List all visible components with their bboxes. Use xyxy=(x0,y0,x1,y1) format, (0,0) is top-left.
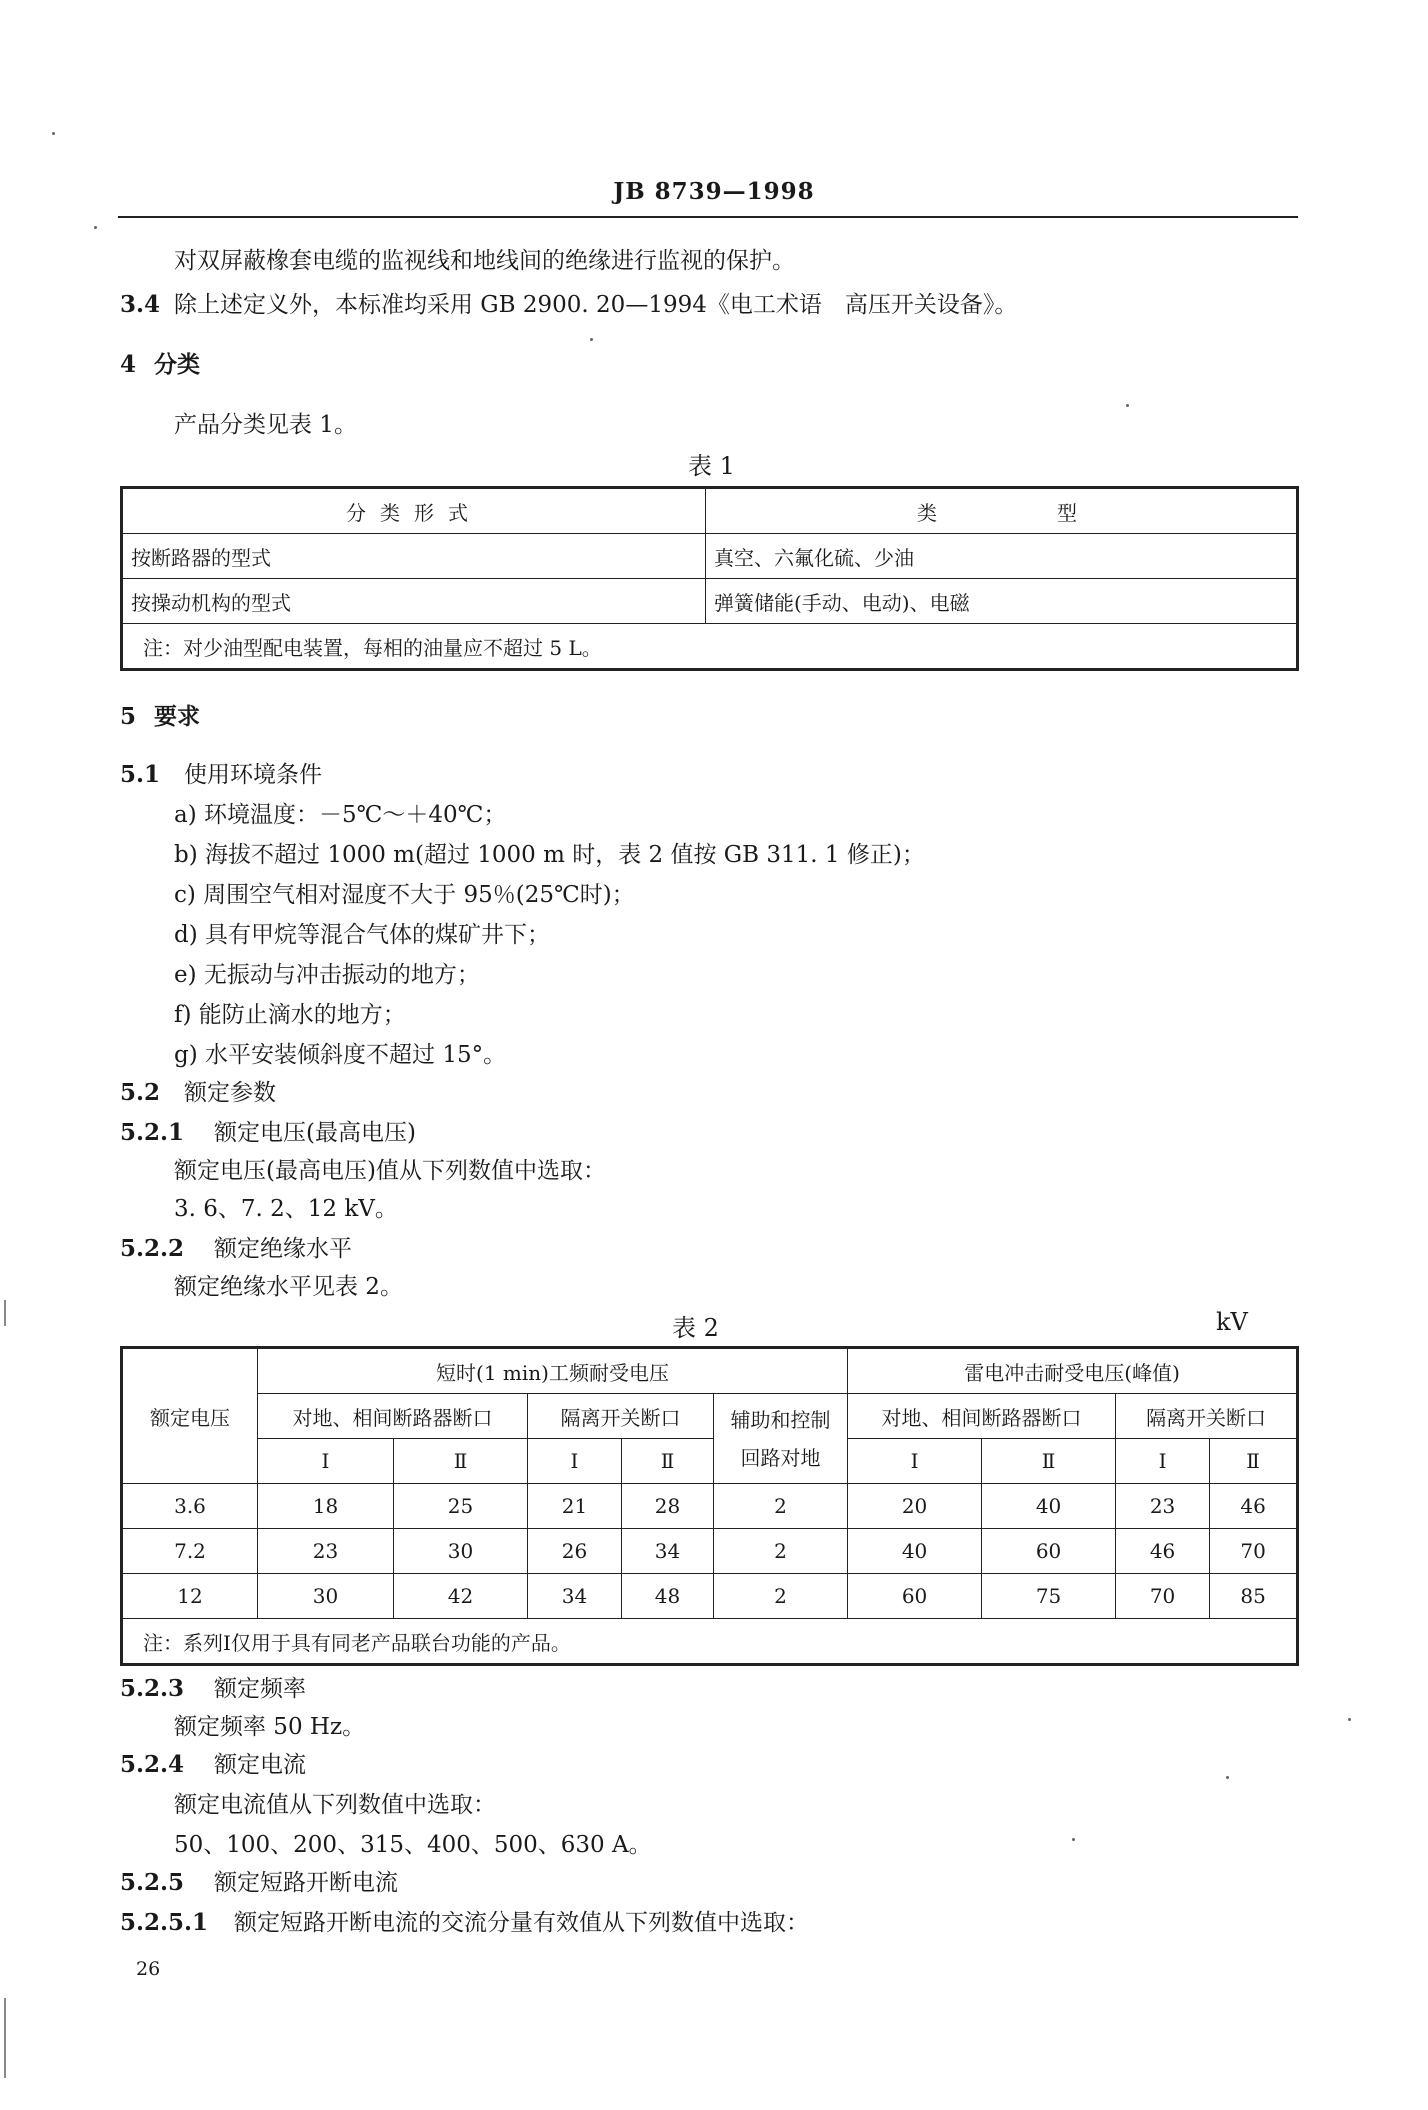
section-number: 5.1 xyxy=(120,761,161,788)
table-cell: 2 xyxy=(714,1574,848,1619)
table-cell: 21 xyxy=(528,1484,622,1529)
table-cell: 48 xyxy=(622,1574,714,1619)
table-header-cell: 短时(1 min)工频耐受电压 xyxy=(258,1348,848,1394)
section-number: 5 xyxy=(120,703,137,730)
section-5-2-3 xyxy=(120,1674,306,1704)
table-note-row xyxy=(122,624,1298,670)
section-title: 额定短路开断电流 xyxy=(214,1870,398,1896)
table-cell: 40 xyxy=(848,1529,982,1574)
scan-edge-mark xyxy=(4,1998,6,2078)
list-item: c) 周围空气相对湿度不大于 95％(25℃时)； xyxy=(174,882,635,908)
table-cell: 18 xyxy=(258,1484,394,1529)
section-number: 4 xyxy=(120,351,137,378)
table-row xyxy=(122,1484,1298,1529)
list-item: a) 环境温度：－5℃～＋40℃； xyxy=(174,802,507,828)
intro-line: 对双屏蔽橡套电缆的监视线和地线间的绝缘进行监视的保护。 xyxy=(174,248,795,274)
paragraph: 50、100、200、315、400、500、630 A。 xyxy=(174,1832,652,1858)
table-cell: 弹簧储能(手动、电动)、电磁 xyxy=(706,579,1298,624)
series-cell: Ⅱ xyxy=(394,1439,528,1484)
scan-speck xyxy=(1226,1776,1229,1779)
table-note-row xyxy=(122,1619,1298,1665)
table-header-row xyxy=(122,1394,1298,1439)
table-cell: 75 xyxy=(982,1574,1116,1619)
section-5-2-4 xyxy=(120,1750,306,1780)
list-item: f) 能防止滴水的地方； xyxy=(174,1002,406,1028)
table-header-cell: 对地、相间断路器断口 xyxy=(848,1394,1116,1439)
table-cell: 85 xyxy=(1210,1574,1298,1619)
list-item: e) 无振动与冲击振动的地方； xyxy=(174,962,480,988)
table-cell: 60 xyxy=(848,1574,982,1619)
page-number: 26 xyxy=(136,1958,161,1980)
table-1 xyxy=(120,486,1299,671)
table-cell: 23 xyxy=(1116,1484,1210,1529)
series-cell: Ⅰ xyxy=(848,1439,982,1484)
table-cell: 70 xyxy=(1116,1574,1210,1619)
section-5-2-2 xyxy=(120,1234,352,1264)
paragraph: 3. 6、7. 2、12 kV。 xyxy=(174,1196,398,1222)
section-text: 除上述定义外，本标准均采用 GB 2900. 20—1994《电工术语 高压开关设备》。 xyxy=(174,292,1018,318)
table-cell: 25 xyxy=(394,1484,528,1529)
section-5-2-5 xyxy=(120,1868,398,1898)
table-cell: 2 xyxy=(714,1484,848,1529)
scan-speck xyxy=(1348,1718,1351,1721)
series-cell: Ⅰ xyxy=(528,1439,622,1484)
table-cell: 46 xyxy=(1210,1484,1298,1529)
table-header-cell: 隔离开关断口 xyxy=(528,1394,714,1439)
scan-speck xyxy=(1126,404,1129,407)
section-title: 额定短路开断电流的交流分量有效值从下列数值中选取： xyxy=(234,1910,809,1936)
table-cell: 60 xyxy=(982,1529,1116,1574)
section-5-2 xyxy=(120,1078,276,1108)
section-number: 5.2.5.1 xyxy=(120,1909,209,1936)
table-header-cell: 类型 xyxy=(706,488,1298,534)
list-item: b) 海拔不超过 1000 m(超过 1000 m 时，表 2 值按 GB 311. 1 修正)； xyxy=(174,842,925,868)
section-number: 5.2 xyxy=(120,1079,161,1106)
scan-speck xyxy=(590,338,593,341)
table-cell: 30 xyxy=(394,1529,528,1574)
paragraph: 额定电流值从下列数值中选取： xyxy=(174,1792,496,1818)
series-cell: Ⅱ xyxy=(982,1439,1116,1484)
section-number: 5.2.5 xyxy=(120,1869,185,1896)
series-cell: Ⅰ xyxy=(258,1439,394,1484)
table-cell: 2 xyxy=(714,1529,848,1574)
table-cell: 70 xyxy=(1210,1529,1298,1574)
scan-speck xyxy=(94,226,97,229)
table-header-cell: 对地、相间断路器断口 xyxy=(258,1394,528,1439)
series-cell: Ⅱ xyxy=(1210,1439,1298,1484)
header-rule xyxy=(118,216,1298,218)
table-note: 注：对少油型配电装置，每相的油量应不超过 5 L。 xyxy=(122,624,1298,670)
table-cell: 7.2 xyxy=(122,1529,258,1574)
series-cell: Ⅰ xyxy=(1116,1439,1210,1484)
section-5-heading xyxy=(120,702,200,732)
table-cell: 按操动机构的型式 xyxy=(122,579,706,624)
section-3-4 xyxy=(120,290,1017,320)
table-header-cell: 分类形式 xyxy=(122,488,706,534)
table-cell: 按断路器的型式 xyxy=(122,534,706,579)
section-title: 额定电压(最高电压) xyxy=(214,1120,416,1146)
table-row xyxy=(122,534,1298,579)
table-cell: 46 xyxy=(1116,1529,1210,1574)
section-title: 要求 xyxy=(154,703,200,730)
table-cell: 28 xyxy=(622,1484,714,1529)
table-header-cell: 隔离开关断口 xyxy=(1116,1394,1298,1439)
table-cell: 42 xyxy=(394,1574,528,1619)
table-cell: 26 xyxy=(528,1529,622,1574)
paragraph: 额定电压(最高电压)值从下列数值中选取： xyxy=(174,1158,606,1184)
table-header-row xyxy=(122,1439,1298,1484)
standard-code: JB 8739—1998 xyxy=(613,178,815,205)
section-5-1 xyxy=(120,760,322,790)
scan-edge-mark xyxy=(4,1300,6,1326)
section-number: 3.4 xyxy=(120,291,161,318)
table-row xyxy=(122,579,1298,624)
section-title: 额定电流 xyxy=(214,1752,306,1778)
table-header-row xyxy=(122,488,1298,534)
list-item: g) 水平安装倾斜度不超过 15°。 xyxy=(174,1042,507,1068)
table-2 xyxy=(120,1346,1299,1666)
table2-unit: kV xyxy=(1216,1308,1248,1336)
table-row xyxy=(122,1574,1298,1619)
table1-caption: 表 1 xyxy=(688,452,735,480)
table-cell: 23 xyxy=(258,1529,394,1574)
table-header-cell: 雷电冲击耐受电压(峰值) xyxy=(848,1348,1298,1394)
section-number: 5.2.2 xyxy=(120,1235,185,1262)
section-title: 使用环境条件 xyxy=(184,762,322,788)
section-title: 额定绝缘水平 xyxy=(214,1236,352,1262)
list-item: d) 具有甲烷等混合气体的煤矿井下； xyxy=(174,922,551,948)
section-number: 5.2.1 xyxy=(120,1119,185,1146)
table-cell: 40 xyxy=(982,1484,1116,1529)
section-title: 额定参数 xyxy=(184,1080,276,1106)
scan-speck xyxy=(52,132,55,135)
scan-speck xyxy=(1072,1838,1075,1841)
table2-caption: 表 2 xyxy=(672,1314,719,1342)
table-cell: 3.6 xyxy=(122,1484,258,1529)
section-5-2-1 xyxy=(120,1118,416,1148)
table-cell: 20 xyxy=(848,1484,982,1529)
paragraph: 额定绝缘水平见表 2。 xyxy=(174,1274,403,1300)
table-cell: 34 xyxy=(622,1529,714,1574)
series-cell: Ⅱ xyxy=(622,1439,714,1484)
table-row xyxy=(122,1529,1298,1574)
section-title: 额定频率 xyxy=(214,1676,306,1702)
table-header-cell: 辅助和控制回路对地 xyxy=(714,1394,848,1484)
section-number: 5.2.4 xyxy=(120,1751,185,1778)
section-4-text: 产品分类见表 1。 xyxy=(174,412,357,438)
table-cell: 12 xyxy=(122,1574,258,1619)
table-cell: 真空、六氟化硫、少油 xyxy=(706,534,1298,579)
paragraph: 额定频率 50 Hz。 xyxy=(174,1714,366,1740)
table-cell: 30 xyxy=(258,1574,394,1619)
section-title: 分类 xyxy=(154,351,200,378)
table-header-row xyxy=(122,1348,1298,1394)
table-note: 注：系列Ⅰ仅用于具有同老产品联台功能的产品。 xyxy=(122,1619,1298,1665)
table-header-cell: 额定电压 xyxy=(122,1348,258,1484)
section-number: 5.2.3 xyxy=(120,1675,185,1702)
section-4-heading xyxy=(120,350,200,380)
section-5-2-5-1 xyxy=(120,1908,809,1938)
table-cell: 34 xyxy=(528,1574,622,1619)
